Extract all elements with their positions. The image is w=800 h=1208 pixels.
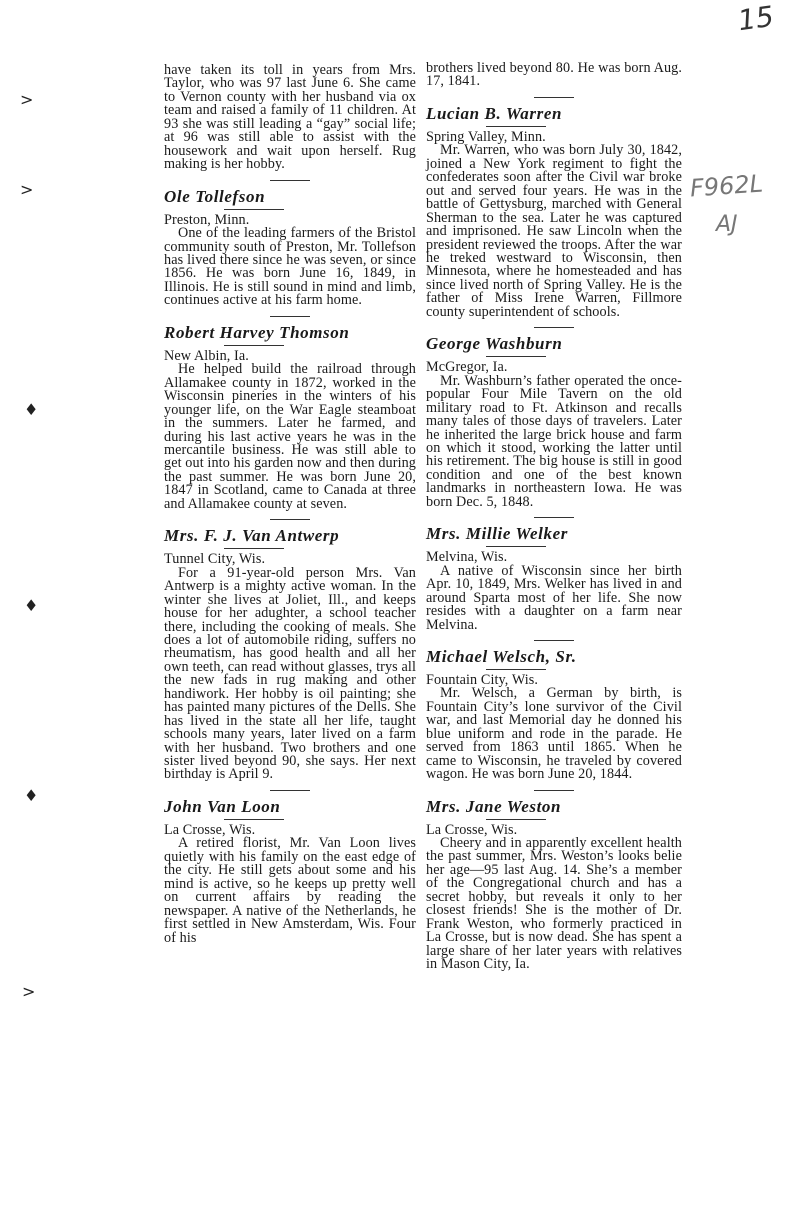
margin-mark: > [22,982,36,1001]
article-paragraph: A native of Wisconsin since her birth Apr. 10, 1849, Mrs. Welker has lived in and around Sparta most of her life. She now resides with a daughter on a farm near Melvina. [426,562,682,633]
location-line: La Crosse, Wis. [164,821,256,838]
page-number: 15 [735,0,776,38]
section-divider [270,180,310,181]
obituary-name-heading: Michael Welsch, Sr. [426,646,577,666]
section-divider [270,790,310,791]
location-line: McGregor, Ia. [426,359,508,376]
obituary-name-heading: John Van Loon [164,796,281,816]
margin-mark: > [20,90,34,109]
article-paragraph: For a 91-year-old person Mrs. Van Antwerp is a mighty active woman. In the winter she lives at Joliet, Ill., and keeps house for her adughter, a school teacher there, including the cooking of meals. She does a lot of automobile riding, suffers no rheumatism, has good health and all her own teeth, can read without glasses, trys all the new fads in rug making and other handiwork. Her hobby is oil painting; she has painted many pictures of the Dells. She has lived in the state all her life, taught schools many years, later lived on a farm with her husband. Two brothers and one sister lived beyond 90, she says. Her next birthday is April 9. [164,564,416,783]
article-paragraph: have taken its toll in years from Mrs. Taylor, who was 97 last June 6. She came to Vernon county with her husband via ox team and raised a family of 11 children. At 93 she was still leading a “gay” social life; at 96 was still able to assist with the housework and wait upon herself. Rug making is her hobby. [164,62,416,173]
section-divider [534,97,574,98]
obituary-name-heading: Mrs. Jane Weston [426,796,562,816]
right-column [426,62,682,972]
location-line: La Crosse, Wis. [426,821,518,838]
location-line: New Albin, Ia. [164,347,249,364]
name-underline [486,546,546,547]
name-underline [224,209,284,210]
location-line: Spring Valley, Minn. [426,128,546,145]
handwritten-note: AJ [716,212,738,237]
section-divider [270,519,310,520]
section-divider [534,640,574,641]
name-underline [224,819,284,820]
article-paragraph: Mr. Warren, who was born July 30, 1842, joined a New York regiment to fight the confederates soon after the Civil war broke out and served four years. He was in the battle of Gettysburg, marched with General Sherman to the sea. Later he was captured and imprisoned. He saw Lincoln when the president reviewed the troops. After the war he treked westward to Wisconsin, then Minnesota, where he homesteaded and has since lived north of Spring Valley. He is the father of Miss Irene Warren, Fillmore county superintendent of schools. [426,142,682,320]
name-underline [486,126,546,127]
name-underline [486,356,546,357]
obituary-name-heading: Robert Harvey Thomson [164,322,350,342]
margin-mark: ♦ [24,786,39,805]
name-underline [486,669,546,670]
article-paragraph: Mr. Washburn’s father operated the once-popular Four Mile Tavern on the old military road to Ft. Atkinson and recalls many tales of those days of travelers. Later he inherited the large brick house and farm on which it stood, working the latter until his retirement. The big house is still in good condition and one of the best known landmarks in northeastern Iowa. He was born Dec. 5, 1848. [426,372,682,510]
left-column [164,64,416,945]
section-divider [534,327,574,328]
name-underline [224,548,284,549]
margin-mark: > [20,180,34,199]
obituary-name-heading: Lucian B. Warren [426,103,563,123]
name-underline [486,819,546,820]
article-paragraph: Cheery and in apparently excellent health the past summer, Mrs. Weston’s looks belie her age—95 last Aug. 14. She’s a member of the Congregational church and has a secret hobby, but reveals it only to her closest friends! She is the mother of Dr. Frank Weston, who formerly practiced in La Crosse, but is now dead. She has spent a large share of her later years with relatives in Mason City, Ia. [426,835,682,973]
margin-mark: ♦ [24,596,39,615]
location-line: Melvina, Wis. [426,549,508,566]
section-divider [534,790,574,791]
article-paragraph: brothers lived beyond 80. He was born Aug. 17, 1841. [426,60,682,90]
location-line: Preston, Minn. [164,211,250,228]
article-paragraph: He helped build the railroad through Allamakee county in 1872, worked in the Wisconsin pineries in the winters of his younger life, on the War Eagle steamboat in the summers. Later he farmed, and during his last active years he was in the mercantile business. He was still able to get out into his garden now and then during the past summer. He was born June 20, 1847 in Scotland, came to Canada at three and Allamakee county at seven. [164,361,416,512]
article-paragraph: Mr. Welsch, a German by birth, is Fountain City’s lone survivor of the Civil war, and last Memorial day he donned his blue uniform and rode in the parade. He served from 1863 until 1865. When he came to Wisconsin, he traveled by covered wagon. He was born June 20, 1844. [426,685,682,783]
section-divider [534,517,574,518]
obituary-name-heading: Mrs. Millie Welker [426,524,568,544]
handwritten-note: F962L [689,169,764,203]
margin-mark: ♦ [24,400,39,419]
location-line: Tunnel City, Wis. [164,551,266,568]
obituary-name-heading: Ole Tollefson [164,186,266,206]
article-paragraph: One of the leading farmers of the Bristol community south of Preston, Mr. Tollefson has lived there since he was seven, or since 1856. He was born June 16, 1849, in Illinois. He is still sound in mind and limb, continues active at his farm home. [164,225,416,309]
section-divider [270,316,310,317]
name-underline [224,345,284,346]
article-paragraph: A retired florist, Mr. Van Loon lives quietly with his family on the east edge of the city. He still gets about some and his mind is active, so he keeps up pretty well on current affairs by reading the newspaper. A native of the Netherlands, he first settled in New Amsterdam, Wis. Four of his [164,835,416,946]
obituary-name-heading: George Washburn [426,334,563,354]
location-line: Fountain City, Wis. [426,671,539,688]
obituary-name-heading: Mrs. F. J. Van Antwerp [164,526,340,546]
